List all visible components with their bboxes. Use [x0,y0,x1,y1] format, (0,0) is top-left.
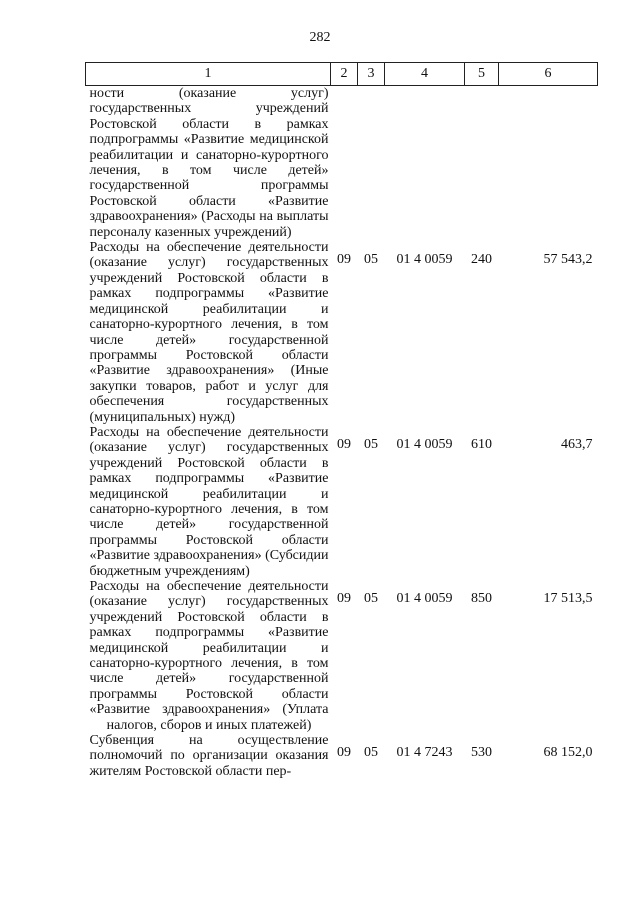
row-target-article [385,86,465,241]
row-subsection [358,86,385,241]
header-col-6: 6 [499,63,598,86]
budget-table [85,62,598,779]
header-col-4: 4 [385,63,465,86]
header-col-3: 3 [358,63,385,86]
row-section: 09 [337,745,351,761]
row-expense-type: 610 [471,436,492,452]
row-expense-type: 240 [471,252,492,268]
row-description: Расходы на обеспечение деятельности (оказание услуг) государственных учреждений Ростовской области в рамках подпрограммы «Развитие медицинской реабилитации и санаторно-курортного лечения, в том числе детей» государственной программы Ростовской области «Развитие здравоохранения» (Иные закупки товаров, работ и услуг для обеспечения государственных (муниципальных) нужд) [89,240,329,425]
row-target-article: 01 4 0059 [396,252,453,268]
row-section: 09 [337,252,351,268]
table-body [86,86,598,780]
row-amount: 17 513,5 [543,591,593,606]
row-expense-type [465,86,499,241]
row-section: 09 [337,436,351,452]
header-col-5: 5 [465,63,499,86]
page-number: 282 [309,30,331,45]
row-target-article: 01 4 0059 [396,591,453,606]
table-header [86,63,598,86]
table-row [86,240,598,425]
row-description: ности (оказание услуг) государственных учреждений Ростовской области в рамках подпрограммы «Развитие медицинской реабилитации и санаторно-курортного лечения, в том числе детей» государственной программы Ростовской области «Развитие здравоохранения» (Расходы на выплаты персоналу казенных учреждений) [89,86,329,240]
row-target-article: 01 4 7243 [396,745,453,761]
row-amount: 463,7 [561,436,593,452]
row-description: Субвенция на осуществление полномочий по организации оказания жителям Ростовской области пер- [89,733,329,779]
table-row [86,733,598,779]
table-row [86,425,598,579]
row-expense-type: 850 [471,591,492,606]
row-section [331,86,358,241]
table-row [86,86,598,241]
row-subsection: 05 [364,591,378,606]
row-subsection: 05 [364,436,378,452]
row-amount [499,86,598,241]
row-subsection: 05 [364,745,378,761]
header-col-2: 2 [331,63,358,86]
header-col-1: 1 [86,63,331,86]
row-section: 09 [337,591,351,606]
row-description: Расходы на обеспечение деятельности (оказание услуг) государственных учреждений Ростовской области в рамках подпрограммы «Развитие медицинской реабилитации и санаторно-курортного лечения, в том числе детей» государственной программы Ростовской области «Развитие здравоохранения» (Уплата налогов, сборов и иных платежей) [89,579,329,733]
row-amount: 57 543,2 [543,252,593,268]
row-subsection: 05 [364,252,378,268]
row-amount: 68 152,0 [543,745,593,761]
row-expense-type: 530 [471,745,492,761]
header-row [86,63,598,86]
row-description: Расходы на обеспечение деятельности (оказание услуг) государственных учреждений Ростовской области в рамках подпрограммы «Развитие медицинской реабилитации и санаторно-курортного лечения, в том числе детей» государственной программы Ростовской области «Развитие здравоохранения» (Субсидии бюджетным учреждениям) [89,424,329,579]
table-row [86,579,598,733]
row-target-article: 01 4 0059 [396,436,453,452]
